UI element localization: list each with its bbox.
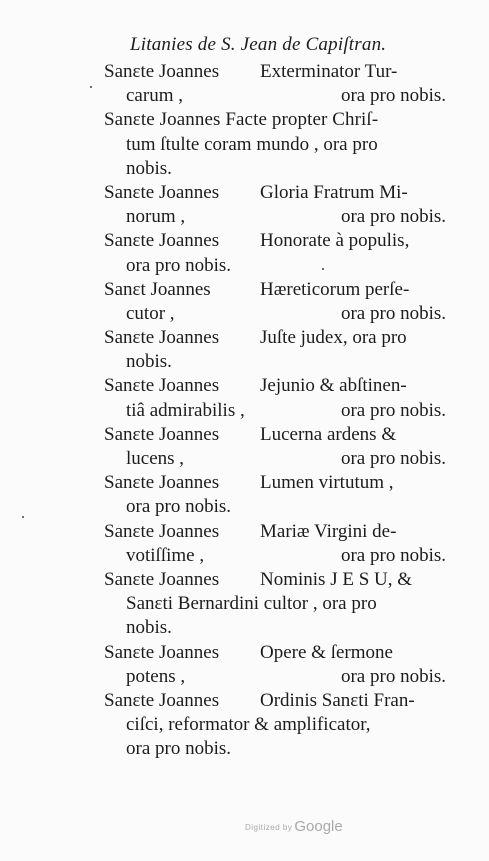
line-invocation: Mariæ Virgini de- [260,520,397,542]
line-start: Sanɛte Joannes [104,375,220,397]
line-start: Sanɛt Joannes [104,278,211,300]
line-start: Sanɛte Joannes [104,520,220,542]
line-start: ciſci, reformator & amplificator, [126,714,371,736]
line-start: Sanɛte Joannes [104,423,220,445]
line-start: Sanɛti Bernardini cultor , ora pro [126,593,377,615]
line-start: ora pro nobis. [126,496,232,518]
line-invocation: Jejunio & abſtinen- [260,375,407,397]
text-line [104,157,444,181]
line-invocation: Nominis J E S U, & [260,568,413,590]
text-line [104,471,444,495]
line-start: norum , [126,206,186,228]
ink-speck [90,86,92,88]
line-start: ora pro nobis. [126,254,232,276]
text-line [104,278,444,302]
text-line [104,568,444,592]
line-start: tum ſtulte coram mundo , ora pro [126,133,378,155]
text-line [104,108,444,132]
line-start: Sanɛte Joannes [104,181,220,203]
text-line [104,133,444,157]
line-start: Sanɛte Joannes [104,230,220,252]
ink-speck [322,268,324,270]
text-line [104,592,444,616]
line-start: Sanɛte Joannes [104,472,220,494]
text-line [104,447,444,471]
text-line [104,326,444,350]
running-header: Litanies de S. Jean de Capiſtran. [130,34,387,55]
text-line [104,665,444,689]
text-line [104,229,444,253]
line-start: nobis. [126,351,172,373]
line-response: ora pro nobis. [340,544,446,566]
text-line [104,84,444,108]
line-invocation: Juſte judex, ora pro [260,327,407,349]
text-line [104,399,444,423]
line-response: ora pro nobis. [340,399,446,421]
text-line [104,616,444,640]
line-start: carum , [126,85,183,107]
line-response: ora pro nobis. [340,206,446,228]
text-line [104,254,444,278]
text-line [104,302,444,326]
text-line [104,641,444,665]
line-start: Sanɛte Joannes [104,641,220,663]
text-line [104,60,444,84]
line-start: Sanɛte Joannes [104,568,220,590]
line-response: ora pro nobis. [340,302,446,324]
text-line [104,520,444,544]
text-line [104,181,444,205]
litany-text [104,60,444,761]
text-line [104,737,444,761]
text-line [104,374,444,398]
ink-speck [22,516,24,518]
line-invocation: Honorate à populis, [260,230,410,252]
watermark-prefix: Digitized by [245,822,293,832]
line-start: Sanɛte Joannes [104,61,220,82]
line-start: nobis. [126,157,172,179]
line-start: Sanɛte Joannes [104,327,220,349]
line-invocation: Lumen virtutum , [260,472,394,494]
line-response: ora pro nobis. [340,448,446,469]
line-start: Sanɛte Joannes [104,689,220,711]
watermark-brand: Google [294,818,343,835]
digitization-watermark [245,818,343,835]
line-start: potens , [126,665,186,687]
line-start: cutor , [126,302,175,324]
text-line [104,544,444,568]
line-start: Sanɛte Joannes Facte propter Chriſ- [104,109,379,131]
line-invocation: Gloria Fratrum Mi- [260,181,408,203]
line-start: lucens , [126,448,185,469]
line-invocation: Exterminator Tur- [260,61,398,82]
line-response: ora pro nobis. [340,85,446,107]
text-line [104,689,444,713]
text-line [104,423,444,447]
text-line [104,495,444,519]
line-invocation: Opere & ſermone [260,641,393,663]
line-start: nobis. [126,617,172,639]
line-start: ora pro nobis. [126,738,232,760]
text-line [104,350,444,374]
line-invocation: Lucerna ardens & [260,423,397,445]
line-start: tiâ admirabilis , [126,399,245,421]
line-invocation: Ordinis Sanɛti Fran- [260,689,415,711]
text-line [104,205,444,229]
text-line [104,713,444,737]
line-response: ora pro nobis. [340,665,446,687]
line-invocation: Hæreticorum perſe- [260,278,410,300]
line-start: votiſſime , [126,544,205,566]
